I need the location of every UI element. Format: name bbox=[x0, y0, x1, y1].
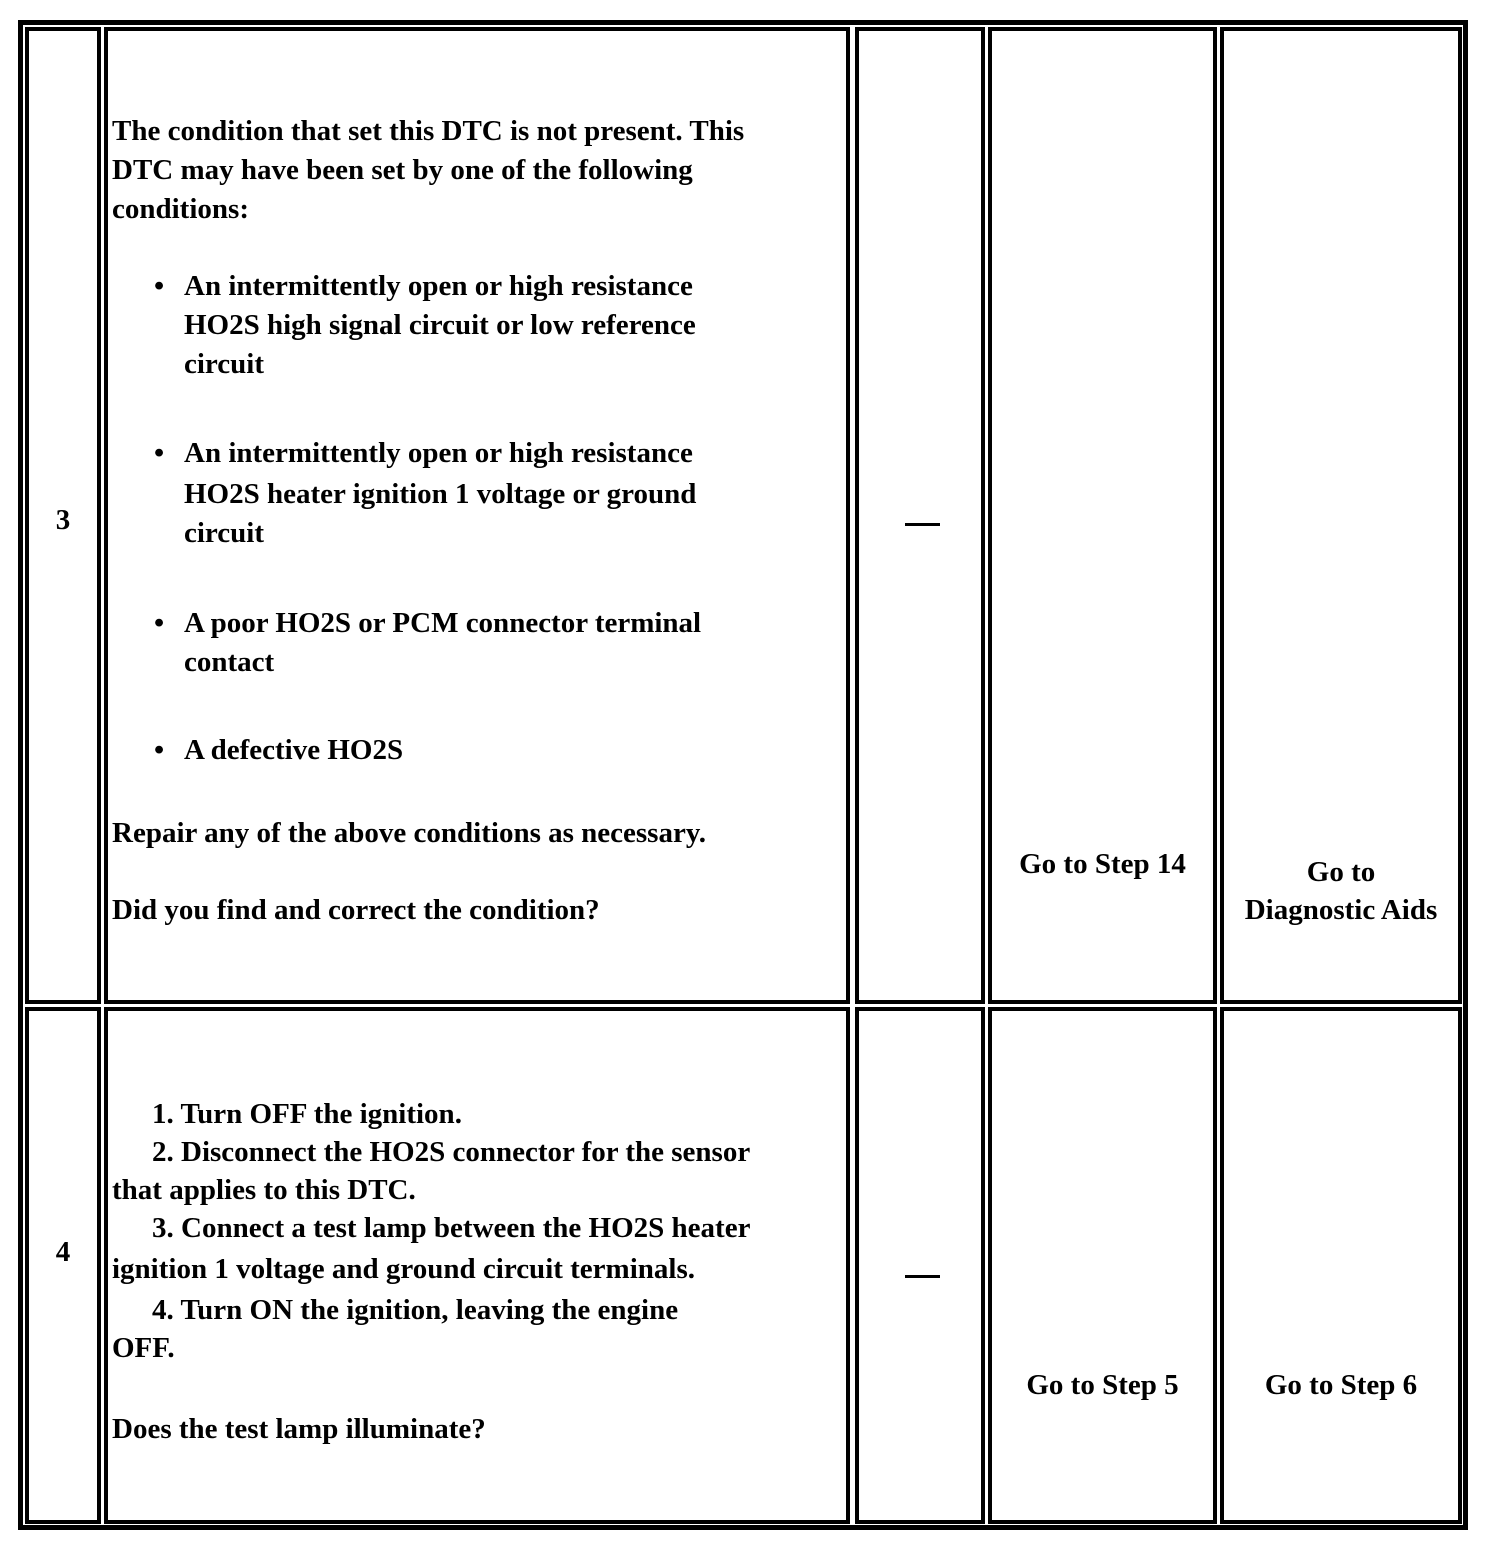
step-line: OFF. bbox=[112, 1332, 175, 1364]
bullet-item: • An intermittently open or high resistance HO2S heater ignition 1 voltage or ground circuit bbox=[184, 434, 696, 553]
bullet-icon: • bbox=[154, 437, 165, 469]
bullet-item: • An intermittently open or high resistance HO2S high signal circuit or low reference circuit bbox=[184, 267, 696, 384]
value-cell bbox=[855, 1007, 985, 1524]
question-text: Did you find and correct the condition? bbox=[112, 894, 600, 926]
no-link-line2[interactable]: Diagnostic Aids bbox=[1244, 894, 1438, 926]
step-line: that applies to this DTC. bbox=[112, 1174, 416, 1206]
action-cell bbox=[104, 1007, 850, 1524]
step-cell bbox=[25, 27, 101, 1004]
yes-link[interactable]: Go to Step 14 bbox=[1019, 848, 1186, 880]
bullet-icon: • bbox=[154, 607, 165, 639]
yes-cell bbox=[988, 1007, 1217, 1524]
intro-line: DTC may have been set by one of the following bbox=[112, 154, 693, 186]
no-cell bbox=[1220, 1007, 1462, 1524]
intro-line: The condition that set this DTC is not present. This bbox=[112, 115, 745, 147]
repair-text: Repair any of the above conditions as necessary. bbox=[112, 817, 706, 849]
question-text: Does the test lamp illuminate? bbox=[112, 1413, 486, 1445]
bullet-item: • A poor HO2S or PCM connector terminal contact bbox=[184, 604, 701, 682]
no-link[interactable]: Go to Step 6 bbox=[1264, 1369, 1418, 1401]
action-cell bbox=[104, 27, 850, 1004]
yes-cell bbox=[988, 27, 1217, 1004]
intro-line: conditions: bbox=[112, 193, 249, 225]
step-number: 3 bbox=[55, 504, 71, 536]
yes-link[interactable]: Go to Step 5 bbox=[1026, 1369, 1179, 1401]
step-line: 4. Turn ON the ignition, leaving the engine bbox=[152, 1294, 679, 1326]
bullet-item: • A defective HO2S bbox=[184, 731, 403, 770]
step-line: ignition 1 voltage and ground circuit terminals. bbox=[112, 1253, 695, 1285]
step-number: 4 bbox=[55, 1236, 71, 1268]
bullet-icon: • bbox=[154, 734, 165, 766]
bullet-icon: • bbox=[154, 270, 165, 302]
step-line: 3. Connect a test lamp between the HO2S heater bbox=[152, 1212, 751, 1244]
em-dash bbox=[905, 523, 940, 526]
em-dash bbox=[905, 1275, 940, 1278]
step-line: 2. Disconnect the HO2S connector for the sensor bbox=[152, 1136, 751, 1168]
value-cell bbox=[855, 27, 985, 1004]
no-cell bbox=[1220, 27, 1462, 1004]
step-line: 1. Turn OFF the ignition. bbox=[152, 1098, 462, 1130]
no-link-line1[interactable]: Go to bbox=[1306, 856, 1376, 888]
step-cell bbox=[25, 1007, 101, 1524]
